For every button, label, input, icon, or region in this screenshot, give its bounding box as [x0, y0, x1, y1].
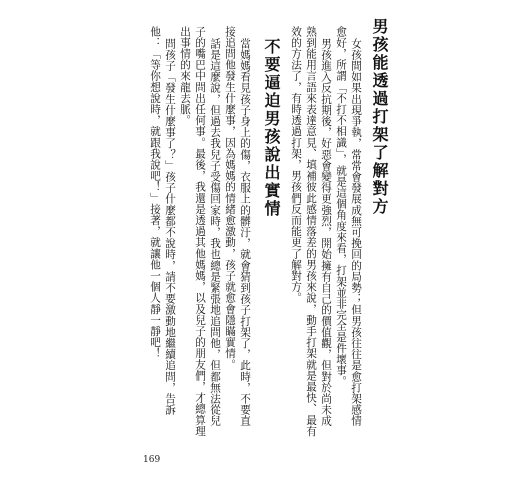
section-heading-1: 男孩能透過打架了解對方 — [370, 18, 389, 216]
section-heading-2: 不要逼迫男孩說出實情 — [262, 38, 281, 218]
paragraph-line: 當媽媽看見孩子身上的傷，衣服上的髒汙，就會猜到孩子打架了，此時，不要直 — [239, 38, 251, 427]
paragraph-line: 話是這麼說，但過去我兒子受傷回家時，我也總是緊張地追問他，但都無法從兒 — [209, 38, 221, 427]
paragraph-line: 子的嘴巴中問出任何事。最後，我還是透過其他媽媽，以及兒子的朋友們，才總算理 — [194, 26, 206, 437]
paragraph-line: 愈好，所謂「不打不相識」，就是這個角度來看，打架並非完全是件壞事。 — [335, 26, 347, 387]
paragraph-line: 接追問他發生什麼事，因為媽媽的情緒愈激動，孩子就愈會隱瞞實情。 — [224, 26, 236, 371]
page-number: 169 — [143, 455, 161, 465]
paragraph-line: 出事情的來龍去脈。 — [179, 26, 191, 126]
paragraph-line: 他：「等你想說時，就跟我說吧！」接著，就讓他一個人靜一靜吧！ — [149, 26, 161, 359]
paragraph-line: 熟到能用言語來表達意見、填補彼此感情落差的男孩來說，動手打架就是最快、最有 — [305, 26, 317, 437]
paragraph-line: 男孩進入反抗期後，好惡會變得更強烈，開始擁有自己的價值觀，但對於尚未成 — [320, 38, 332, 427]
paragraph-line: 女孩間如果出現爭執，常常會發展成無可挽回的局勢；但男孩往往是愈打架感情 — [350, 38, 362, 427]
paragraph-line: 問孩子「發生什麼事了？」孩子什麼都不說時，請不要激動地繼續追問，告訴 — [164, 38, 176, 416]
paragraph-line: 效的方法了，有時透過打架，男孩們反而能更了解對方。 — [290, 26, 302, 304]
